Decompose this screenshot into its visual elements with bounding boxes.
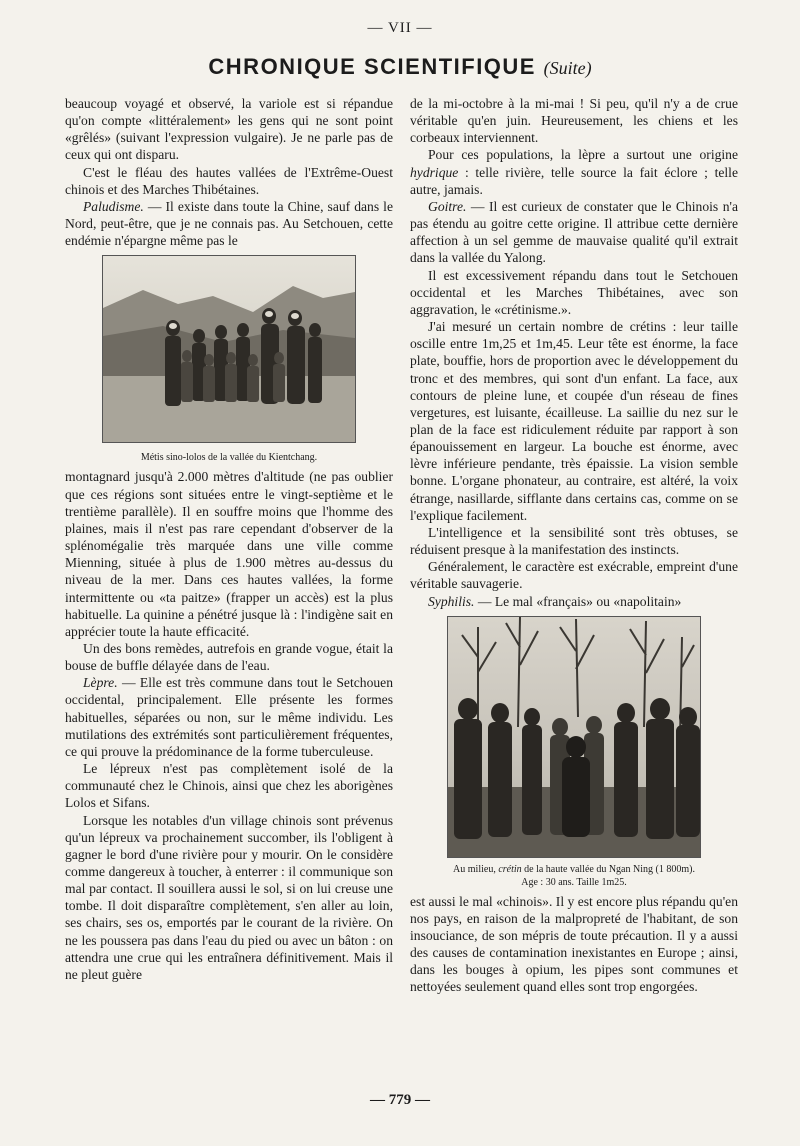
paragraph-text: — Il est curieux de constater que le Chinois n'a pas étendu au goitre cette origine. Il attribue cette dernière affection à un sel gemme de mauvaise qualité qu'il extrait dans la vallée du Yalong. (410, 198, 738, 266)
figure-caption (410, 863, 738, 889)
title-main: CHRONIQUE SCIENTIFIQUE (208, 54, 536, 79)
page-number: — 779 — (370, 1092, 430, 1108)
left-column (65, 95, 393, 983)
paragraph-text: — Il existe dans toute la Chine, sauf dans le Nord, peut-être, que je ne connais pas. Au Setchouen, cette endémie n'épargne même pas le (65, 198, 393, 249)
running-head-page-roman: — VII — (367, 20, 433, 36)
paragraph-syphilis (410, 593, 738, 610)
paragraph: beaucoup voyagé et observé, la variole est si répandue qu'on compte «littéralement» les gens qui ne sont point «grêlés» (suivant l'expression vulgaire). Je ne parle pas de ceux qui ont disparu. (65, 96, 393, 163)
section-term: Paludisme. (83, 198, 144, 214)
section-term: Syphilis. (428, 593, 475, 609)
paragraph-goitre (410, 198, 738, 267)
paragraph-lepre (65, 674, 393, 760)
paragraph: montagnard jusqu'à 2.000 mètres d'altitude (ne pas oublier que ces régions sont situées entre le vingt-septième et le trentième parallèle). Il en souffre moins que l'homme des plaines, mais il n'est pas rare cependant d'observer de la splénomégalie très marquée dans une ville comme Mienning, située à plus de 1.900 mètres au-dessus du niveau de la mer. Dans ces hautes vallées, la forme intermittente ou «ta paitze» (frapper un accès) est la plus habituelle. La quinine a pénétré jusque là : l'indigène sait en apprécier toute la haute efficacité. (65, 469, 393, 639)
caption-text: de la haute vallée du Ngan Ning (1 800m). (521, 863, 695, 875)
caption-text: Age : 30 ans. Taille 1m25. (521, 876, 627, 888)
paragraph-text: — Elle est très commune dans tout le Setchouen occidental, principalement. Elle présente les formes habituelles, séparées ou non, sur le même individu. Les mutilations des extrémités sont particulièrement fréquentes, ce qui prouve la prédominance de la forme tuberculeuse. (65, 675, 393, 759)
paragraph-paludisme (65, 198, 393, 249)
paragraph: Le lépreux n'est pas complètement isolé de la communauté chez le Chinois, ainsi que chez les aborigènes Lolos et Sifans. (65, 761, 393, 811)
paragraph: L'intelligence et la sensibilité sont très obtuses, se réduisent presque à la manifestation des instincts. (410, 524, 738, 558)
paragraph: J'ai mesuré un certain nombre de crétins : leur taille oscille entre 1m,25 et 1m,45. Leur tête est énorme, la face plate, bouffie, hors de proportion avec le développement du tronc et des membres, qui sont d'un enfant. La face, aux contours de pleine lune, et coupée d'un réseau de fines vergetures, est luisante, écailleuse. La saillie du nez sur le plan de la face est ridiculement réduite par rapport à son épanouissement en largeur. La bouche est énorme, avec lèvre inférieure pendante, très épaissie. La vision semble bonne. L'organe phonateur, au contraire, est altéré, la voix étrange, nasillarde, sifflante dans certains cas, comme on se l'explique facilement. (410, 319, 738, 523)
figure-metis (65, 255, 393, 464)
photo-metis-sino-lolos (102, 255, 356, 443)
paragraph: Généralement, le caractère est exécrable, empreint d'une véritable sauvagerie. (410, 559, 738, 592)
page-title (0, 54, 800, 80)
title-suite: (Suite) (543, 58, 592, 78)
paragraph-text: — Le mal «français» ou «napolitain» (474, 593, 682, 609)
paragraph: est aussi le mal «chinois». Il y est encore plus répandu qu'en nos pays, en raison de la malpropreté de l'habitant, de son insouciance, de son mépris de toute précaution. Il y a aussi des causes de contamination inexistantes en Europe ; ainsi, dans les bouges à opium, les pipes sont communes et nettoyées seulement quand elles sont trop engorgées. (410, 893, 738, 995)
paragraph-text: : telle rivière, telle source la fait éclore ; telle autre, jamais. (410, 164, 738, 197)
figure-cretin (410, 616, 738, 889)
section-term: Lèpre. (83, 675, 118, 691)
emphasis: hydrique (410, 164, 459, 180)
figure-caption: Métis sino-lolos de la vallée du Kientchang. (140, 452, 318, 464)
paragraph-hydrique (410, 146, 738, 197)
paragraph-text: Pour ces populations, la lèpre a surtout une origine (428, 147, 738, 163)
paragraph: Lorsque les notables d'un village chinois sont prévenus qu'un lépreux va prochainement succomber, ils l'obligent à gagner le bord d'une rivière pour y mourir. On le considère comme dangereux à toucher, à enterrer : il communique son mal par contact. Il souillera aussi le sol, si on lui creuse une tombe. Il doit disparaître complètement, s'en aller au loin, ses chairs, ses os, emportés par le courant de la rivière. On ne les poussera pas dans l'eau du pied ou avec un bâton : on attendra une crue qui les entraînera définitivement. Mais il ne pleut guère (65, 812, 393, 982)
paragraph: C'est le fléau des hautes vallées de l'Extrême-Ouest chinois et des Marches Thibétaines. (65, 164, 393, 197)
paragraph: Un des bons remèdes, autrefois en grande vogue, était la bouse de buffle délayée dans de l'eau. (65, 640, 393, 674)
caption-emphasis: crétin (498, 863, 522, 875)
paragraph: Il est excessivement répandu dans tout le Setchouen occidental et les Marches Thibétaines, avec son aggravation, le «crétinisme.». (410, 267, 738, 317)
section-term: Goitre. (428, 198, 467, 214)
photo-cretin-ngan-ning (447, 616, 701, 858)
caption-text: Au milieu, (453, 863, 499, 875)
right-column (410, 95, 738, 996)
paragraph: de la mi-octobre à la mi-mai ! Si peu, qu'il n'y a de crue véritable qu'en juin. Heureusement, les chiens et les corbeaux interviennent. (410, 96, 738, 146)
